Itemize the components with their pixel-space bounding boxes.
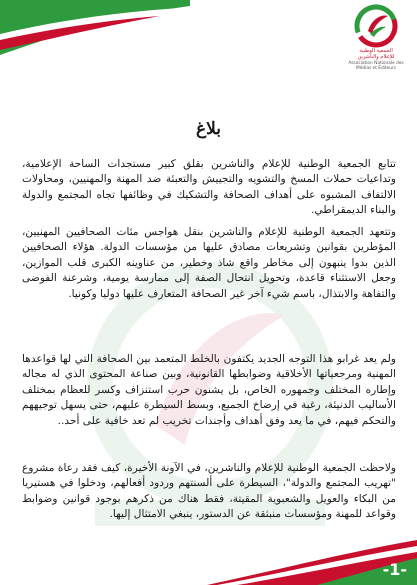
document-title: بلاغ (195, 119, 222, 139)
logo-name: الجمعية الوطنية (359, 48, 393, 54)
top-left-swoosh-decoration (0, 0, 190, 60)
page-number: -1- (382, 560, 407, 579)
logo-name-line-2: للإعلام والناشرين (357, 54, 395, 60)
paragraph-1: تتابع الجمعية الوطنية للإعلام والناشرين بقلق كبير مستجدات الساحة الإعلامية، وتداعيات حملات المسخ والتشويه والتجييش والتعبئة ضد المهنة والمهنيين، ومحاولات الالتفاف المشبوه على أهداف الصحافة والتشكيك في وظائفها تجاه المجتمع والدولة والبناء الديمقراطي. (22, 158, 396, 217)
paragraph-4: ولاحظت الجمعية الوطنية للإعلام والناشرين، في الآونة الأخيرة، كيف فقد رعاة مشروع "تهريب المجتمع والدولة"، السيطرة على ألسنتهم وردود أفعالهم، ودخلوا في هستيريا من البكاء والعويل والشعبوية المقيتة، فقط هناك من ذكرهم بوجود قوانين وضوابط وقواعد للمهنة ومؤسسات منبثقة عن الدستور، ينبغي الامتثال إليها. (22, 462, 396, 521)
logo-subtitle: Association Nationale des Médias et Éditeurs (348, 61, 404, 71)
paragraph-2: وتتعهد الجمعية الوطنية للإعلام والناشرين بنقل هواجس مئات الصحافيين المهنيين، المؤطرين بقوانين وتشريعات مصادق عليها من مؤسسات الدولة. هؤلاء الصحافيين الذين بدوا ينبهون إلى مخاطر واقع شاذ وخطير، من عناوينه الكبرى قلب الموازين، وجعل الاستثناء قاعدة، وتحويل انتحال الصفة إلى ممارسة يومية، وشرعنة الفوضى والتفاهة والابتذال، باسم شيء آخر غير الصحافة المتعارف عليها دوليا وكونيا. (22, 226, 396, 300)
paragraph-3: ولم يعد غرابو هذا التوجه الجديد يكتفون بالخلط المتعمد بين الصحافة التي لها قواعدها المهنية ومرجعياتها الأخلاقية وضوابطها القانونية، وبين صناعة المحتوى الذي له مجاله وإطاره المختلف وجمهوره الخاص، بل يشنون حرب استنزاف وكسر للعظام بمختلف الأساليب الدنيئة، رغبة في إرضاخ الجميع، وبسط السيطرة عليهم، حتى يسهل توجيههم والتحكم فيهم، في ما يعد وفق أهداف وأجندات تخريب لم تعد خافية على أحد.. (22, 353, 396, 427)
logo-emblem-icon (354, 4, 398, 48)
association-logo (341, 4, 411, 76)
